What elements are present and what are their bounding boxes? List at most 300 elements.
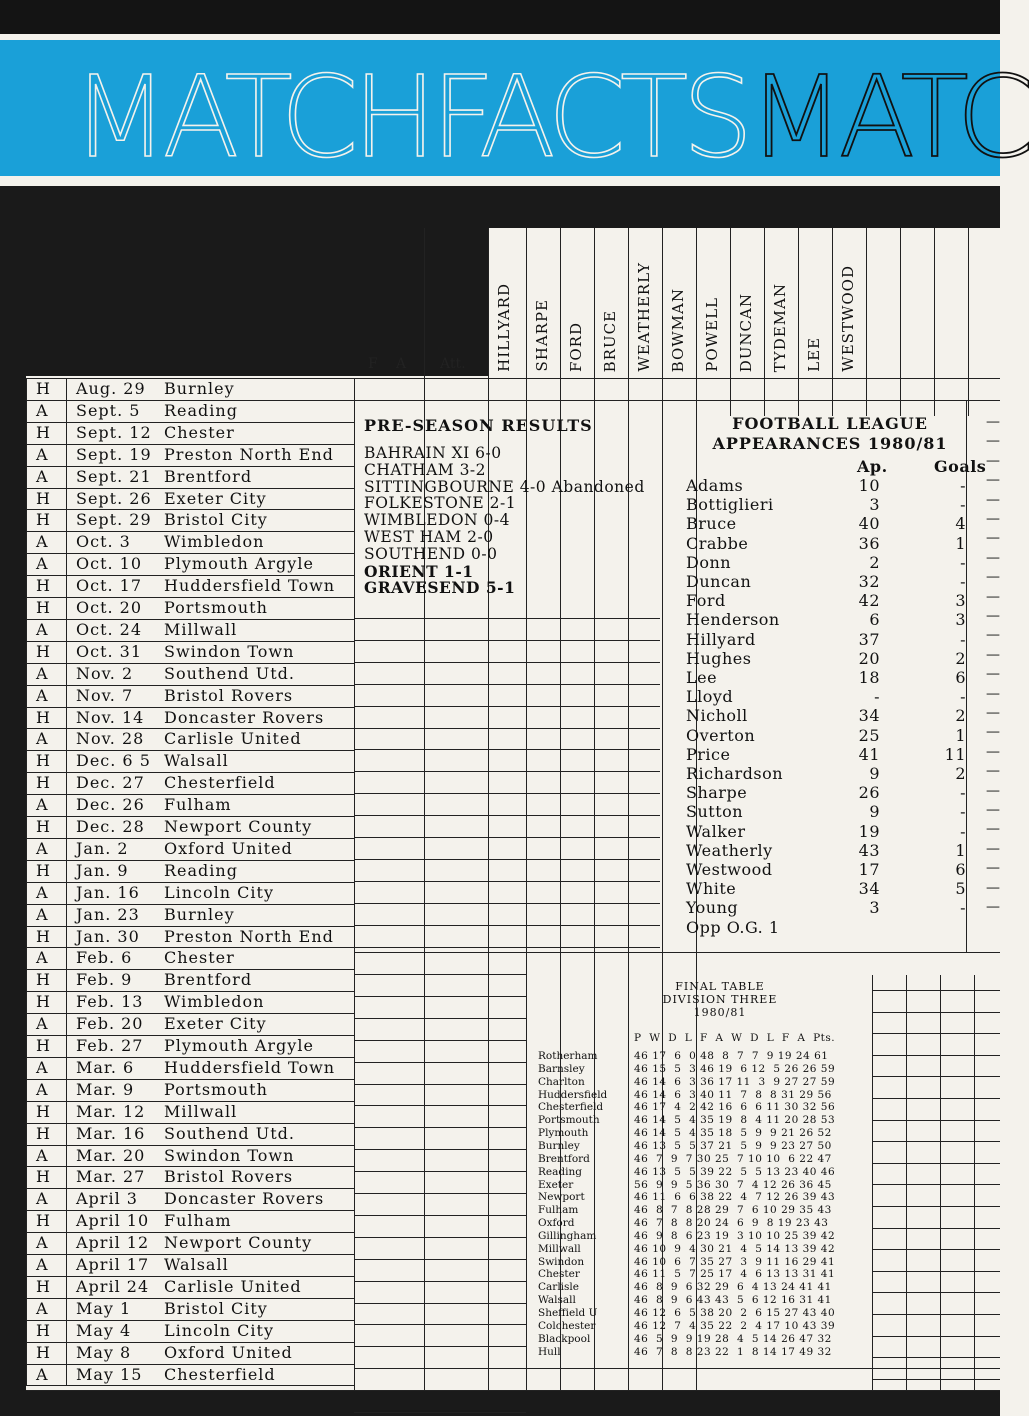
team-name: Blackpool: [538, 1332, 591, 1345]
opponent: Millwall: [164, 619, 238, 639]
player-header-cell: [730, 232, 764, 372]
date: Mar. 6: [76, 1057, 135, 1077]
grid-hline: [354, 728, 660, 729]
team-name: Barnsley: [538, 1062, 585, 1075]
pre-season-result: GRAVESEND 5-1: [364, 578, 516, 598]
grid-vline: [940, 975, 941, 1390]
goals-count: -: [960, 572, 966, 591]
appearance-count: 43: [858, 840, 880, 860]
team-name: Chester: [538, 1268, 580, 1281]
date: Jan. 30: [76, 926, 140, 946]
appearance-count: 26: [858, 783, 880, 803]
team-stats: 46 15 5 3 46 19 6 12 5 26 26 59: [634, 1062, 836, 1075]
grid-hline: [872, 1184, 1000, 1185]
appearance-name: Lloyd: [686, 687, 734, 707]
appearance-count: 19: [858, 821, 880, 841]
appearance-name: Bottiglieri: [686, 495, 774, 515]
venue: H: [36, 1101, 51, 1121]
opponent: Walsall: [164, 1255, 229, 1274]
venue: A: [36, 1189, 49, 1209]
date: Nov. 7: [76, 685, 134, 705]
margin-dash: —: [986, 705, 1000, 721]
date: Nov. 14: [76, 707, 145, 727]
venue: A: [36, 904, 49, 924]
player-header-cell: [560, 232, 594, 372]
fixture-row: [26, 422, 354, 444]
grid-vline: [594, 228, 595, 1390]
team-stats: 46 13 5 5 39 22 5 5 13 23 40 46: [634, 1165, 836, 1178]
venue: H: [36, 707, 51, 727]
goals-count: 5: [955, 879, 966, 899]
appearance-name: Adams: [686, 476, 744, 495]
grid-hline: [872, 1076, 1000, 1077]
grid-hline: [872, 1141, 1000, 1142]
goals-count: -: [960, 802, 966, 822]
team-stats: 46 17 6 0 48 8 7 7 9 19 24 61: [634, 1050, 829, 1062]
grid-hline: [354, 1215, 526, 1216]
grid-hline: [354, 400, 1000, 401]
date: Mar. 20: [76, 1145, 146, 1165]
team-stats: 46 5 9 9 19 28 4 5 14 26 47 32: [634, 1332, 832, 1345]
margin-dash: —: [986, 627, 1000, 644]
grid-hline: [872, 1314, 1000, 1315]
opponent: Plymouth Argyle: [164, 554, 314, 574]
fixture-row: [26, 1188, 354, 1210]
venue: A: [36, 444, 49, 464]
grid-vline: [968, 228, 969, 416]
player-header-cell: [594, 232, 628, 372]
goals-count: -: [960, 898, 966, 918]
grid-hline: [872, 1012, 1000, 1013]
venue: A: [36, 838, 49, 858]
player-name-tydeman: TYDEMAN: [771, 282, 789, 372]
opponent: Bristol City: [164, 1298, 268, 1318]
margin-dash: —: [986, 763, 1000, 780]
opponent: Oxford United: [164, 1342, 293, 1362]
venue: H: [36, 860, 51, 880]
appearance-count: 37: [858, 629, 880, 649]
date: Dec. 26: [76, 795, 145, 815]
fixture-row: [26, 1079, 354, 1101]
grid-hline: [872, 1163, 1000, 1164]
fixture-row: [26, 531, 354, 553]
date: Dec. 6 5: [76, 751, 151, 771]
date: Feb. 27: [76, 1036, 144, 1055]
player-name-sharpe: SHARPE: [533, 299, 551, 372]
grid-hline: [354, 1412, 526, 1413]
margin-dash: —: [986, 666, 1000, 683]
fixture-row: [26, 663, 354, 685]
opponent: Lincoln City: [164, 882, 274, 902]
fixture-row: [26, 1123, 354, 1145]
grid-vline: [900, 228, 901, 416]
fixture-row: [26, 509, 354, 531]
opponent: Millwall: [164, 1101, 238, 1121]
team-stats: 46 12 6 5 38 20 2 6 15 27 43 40: [634, 1307, 836, 1319]
grid-vline: [628, 228, 629, 1390]
fixture-row: [26, 707, 354, 729]
team-name: Millwall: [538, 1242, 581, 1255]
margin-dash: —: [986, 802, 1000, 818]
grid-hline: [354, 1105, 526, 1106]
fixture-row: [26, 991, 354, 1013]
goals-count: -: [960, 687, 966, 707]
pre-season-result: SOUTHEND 0-0: [364, 544, 498, 563]
venue: A: [36, 1255, 49, 1274]
team-stats: 46 7 8 8 23 22 1 8 14 17 49 32: [634, 1345, 832, 1358]
goals-count: 6: [955, 668, 966, 687]
grid-vline: [526, 610, 527, 1390]
goals-count: 2: [955, 648, 966, 668]
opponent: Reading: [164, 400, 238, 420]
grid-hline: [872, 1379, 1000, 1380]
margin-dash: —: [986, 511, 1000, 527]
margin-dash: —: [986, 821, 1000, 838]
date: Feb. 13: [76, 992, 144, 1012]
appearance-count: 25: [858, 725, 880, 745]
date: Sept. 12: [76, 422, 152, 442]
appearance-count: 20: [858, 648, 880, 668]
grid-hline: [354, 925, 660, 926]
opponent: Exeter City: [164, 488, 267, 508]
opponent: Bristol City: [164, 510, 268, 530]
venue: A: [36, 1079, 49, 1099]
appearance-name: Price: [686, 744, 731, 764]
opponent: Carlisle United: [164, 729, 302, 749]
appearance-name: Weatherly: [686, 840, 773, 860]
appearance-name: Walker: [686, 821, 746, 841]
appearance-name: White: [686, 879, 737, 899]
fixture-row: [26, 728, 354, 750]
date: Feb. 6: [76, 948, 133, 968]
team-stats: 46 13 5 5 37 21 5 9 9 23 27 50: [634, 1139, 832, 1152]
venue: H: [36, 598, 51, 617]
goals-count: -: [960, 476, 966, 495]
appearance-count: 36: [858, 533, 880, 553]
fixture-row: [26, 904, 354, 926]
appearance-name: Hughes: [686, 648, 752, 668]
grid-hline: [354, 1324, 526, 1325]
team-stats: 46 7 8 8 20 24 6 9 8 19 23 43: [634, 1217, 829, 1230]
appearance-name: Duncan: [686, 572, 752, 591]
team-name: Newport: [538, 1191, 585, 1204]
date: Jan. 16: [76, 882, 140, 902]
appearance-name: Sharpe: [686, 783, 748, 803]
goals-count: -: [960, 821, 966, 841]
fixture-row: [26, 794, 354, 816]
opponent: Plymouth Argyle: [164, 1036, 314, 1055]
player-header-cell: [764, 232, 798, 372]
venue: A: [36, 1057, 49, 1077]
appearance-count: -: [874, 687, 880, 707]
fixture-row: [26, 750, 354, 772]
team-name: Walsall: [538, 1294, 576, 1307]
opponent: Walsall: [164, 751, 229, 771]
appearance-name: Hillyard: [686, 629, 756, 649]
venue: H: [36, 1123, 51, 1143]
goals-count: -: [960, 629, 966, 649]
team-stats: 46 11 5 7 25 17 4 6 13 13 31 41: [634, 1268, 836, 1281]
fixture-row: [26, 1035, 354, 1057]
fixture-row: [26, 926, 354, 948]
team-name: Charlton: [538, 1075, 585, 1088]
team-stats: 46 17 4 2 42 16 6 6 11 30 32 56: [634, 1101, 836, 1114]
team-stats: 46 8 7 8 28 29 7 6 10 29 35 43: [634, 1204, 832, 1217]
player-header-cell: [662, 232, 696, 372]
goals-count: 6: [955, 860, 966, 879]
venue: A: [36, 1014, 49, 1034]
grid-vline: [866, 228, 867, 416]
grid-vline: [872, 975, 873, 1390]
goals-count: -: [960, 783, 966, 803]
team-name: Huddersfield: [538, 1088, 608, 1101]
venue: H: [36, 817, 51, 836]
goals-count: 1: [955, 840, 966, 860]
team-name: Fulham: [538, 1204, 579, 1217]
venue: A: [36, 1298, 49, 1318]
grid-hline: [354, 771, 660, 772]
grid-hline: [354, 793, 660, 794]
opponent: Chester: [164, 948, 235, 968]
player-name-bruce: BRUCE: [601, 309, 619, 372]
date: April 12: [76, 1233, 150, 1253]
fixture-row: [26, 685, 354, 707]
pre-season-result: BAHRAIN XI 6-0: [364, 444, 502, 462]
venue: A: [36, 795, 49, 815]
grid-vline: [906, 975, 907, 1390]
fixture-row: [26, 378, 354, 400]
date: Oct. 17: [76, 576, 143, 596]
grid-hline: [872, 990, 1000, 991]
venue: A: [36, 400, 49, 420]
date: Oct. 24: [76, 619, 143, 639]
margin-dash: —: [986, 840, 1000, 857]
grid-vline: [354, 378, 355, 1390]
appearance-count: 17: [858, 860, 880, 879]
opponent: Portsmouth: [164, 1079, 268, 1099]
venue: H: [36, 1167, 51, 1187]
grid-hline: [354, 1127, 526, 1128]
appearance-name: Ford: [686, 591, 726, 611]
team-name: Reading: [538, 1165, 582, 1178]
margin-dash: —: [986, 588, 1000, 605]
date: Dec. 28: [76, 817, 145, 836]
appearance-name: Henderson: [686, 610, 780, 630]
opponent: Burnley: [164, 904, 235, 924]
grid-hline: [872, 1098, 1000, 1099]
grid-hline: [354, 1149, 526, 1150]
team-stats: 46 8 9 6 32 29 6 4 13 24 41 41: [634, 1281, 832, 1294]
grid-vline: [934, 228, 935, 416]
player-header-cell: [526, 232, 560, 372]
team-stats: 46 10 9 4 30 21 4 5 14 13 39 42: [634, 1242, 836, 1255]
team-name: Colchester: [538, 1319, 596, 1332]
pre-season-title: PRE-SEASON RESULTS: [364, 416, 593, 435]
opponent: Southend Utd.: [164, 663, 295, 683]
venue: A: [36, 1233, 49, 1253]
player-name-powell: POWELL: [703, 297, 721, 372]
team-name: Plymouth: [538, 1127, 589, 1140]
date: Oct. 20: [76, 598, 143, 617]
date: Nov. 2: [76, 663, 134, 683]
team-name: Swindon: [538, 1255, 585, 1268]
pre-season-result: WEST HAM 2-0: [364, 528, 494, 546]
team-stats: 46 8 9 6 43 43 5 6 12 16 31 41: [634, 1294, 832, 1307]
appearance-count: 41: [858, 744, 880, 764]
own-goals: Opp O.G. 1: [686, 918, 780, 937]
venue: A: [36, 466, 49, 486]
team-name: Exeter: [538, 1178, 574, 1191]
team-name: Chesterfield: [538, 1101, 604, 1114]
venue: H: [36, 926, 51, 946]
venue: H: [36, 992, 51, 1012]
date: Jan. 2: [76, 838, 129, 858]
player-header-cell: [832, 232, 866, 372]
opponent: Chester: [164, 422, 235, 442]
pre-season-result: FOLKESTONE 2-1: [364, 494, 517, 513]
grid-hline: [354, 947, 660, 948]
appearance-count: 32: [858, 572, 880, 591]
date: May 15: [76, 1364, 143, 1384]
venue: A: [36, 685, 49, 705]
team-stats: 56 9 9 5 36 30 7 4 12 26 36 45: [634, 1178, 832, 1191]
goals-count: 3: [955, 591, 966, 611]
appearance-count: 2: [869, 552, 880, 572]
venue: A: [36, 948, 49, 968]
fixture-row: [26, 488, 354, 510]
date: Mar. 9: [76, 1079, 135, 1099]
grid-hline: [354, 996, 526, 997]
date: April 24: [76, 1276, 150, 1296]
team-stats: 46 14 6 3 36 17 11 3 9 27 27 59: [634, 1075, 836, 1088]
appearances-subtitle: APPEARANCES 1980/81: [712, 434, 948, 453]
opponent: Bristol Rovers: [164, 685, 294, 705]
pre-season-result: CHATHAM 3-2: [364, 460, 487, 479]
grid-hline: [354, 1062, 526, 1063]
player-name-weatherly: WEATHERLY: [635, 262, 653, 372]
fixture-row: [26, 597, 354, 619]
fixture-row: [26, 1320, 354, 1342]
player-name-bowman: BOWMAN: [669, 287, 687, 372]
date: Sept. 26: [76, 488, 152, 508]
margin-dash: —: [986, 472, 1000, 489]
team-name: Gillingham: [538, 1229, 597, 1242]
fixture-row: [26, 444, 354, 466]
fixture-row: [26, 466, 354, 488]
player-header-cell: [488, 232, 526, 372]
grid-hline: [872, 1055, 1000, 1056]
appearance-count: 3: [869, 898, 880, 918]
ap-col-header: Ap.: [857, 457, 888, 476]
margin-dash: —: [986, 414, 1000, 430]
opponent: Reading: [164, 860, 238, 880]
grid-hline: [872, 1249, 1000, 1250]
margin-dash: —: [986, 608, 1000, 624]
margin-dash: —: [986, 724, 1000, 741]
margin-dash: —: [986, 879, 1000, 896]
player-header-cell: [628, 232, 662, 372]
margin-dash: —: [986, 685, 1000, 702]
appearance-name: Bruce: [686, 514, 737, 534]
appearance-name: Richardson: [686, 764, 784, 783]
grid-hline: [354, 1040, 526, 1041]
date: Aug. 29: [76, 379, 146, 398]
date: April 17: [76, 1255, 150, 1274]
venue: H: [36, 379, 51, 398]
opponent: Preston North End: [164, 926, 334, 946]
goals-count: 1: [955, 725, 966, 745]
team-stats: 46 14 5 4 35 18 5 9 9 21 26 52: [634, 1127, 832, 1140]
date: May 4: [76, 1320, 132, 1340]
fixture-row: [26, 860, 354, 882]
header-dark-corner: [26, 228, 488, 376]
final-table-season: 1980/81: [693, 1006, 747, 1019]
opponent: Lincoln City: [164, 1320, 274, 1340]
grid-vline: [424, 610, 425, 1390]
appearance-name: Lee: [686, 668, 718, 687]
page-title-repeat: MATC: [748, 53, 1029, 183]
team-name: Oxford: [538, 1217, 575, 1230]
venue: H: [36, 576, 51, 596]
opponent: Chesterfield: [164, 773, 276, 793]
opponent: Huddersfield Town: [164, 1057, 336, 1077]
venue: A: [36, 663, 49, 683]
goals-count: 11: [944, 744, 966, 764]
grid-hline: [354, 1303, 526, 1304]
grid-hline: [354, 1171, 526, 1172]
venue: H: [36, 1036, 51, 1055]
grid-hline: [354, 1259, 526, 1260]
fixture-row: [26, 1254, 354, 1276]
date: Sept. 29: [76, 510, 152, 530]
opponent: Oxford United: [164, 838, 293, 858]
player-name-lee: LEE: [805, 337, 823, 372]
fixture-row: [26, 947, 354, 969]
opponent: Exeter City: [164, 1014, 267, 1034]
opponent: Preston North End: [164, 444, 334, 464]
appearance-count: 18: [858, 668, 880, 687]
grid-hline: [354, 859, 660, 860]
appearance-name: Sutton: [686, 802, 744, 822]
grid-hline: [354, 706, 660, 707]
venue: A: [36, 882, 49, 902]
team-stats: 46 14 5 4 35 19 8 4 11 20 28 53: [634, 1114, 836, 1127]
venue: H: [36, 510, 51, 530]
opponent: Burnley: [164, 379, 235, 398]
goals-col-header: Goals: [934, 457, 987, 476]
pre-season-result: WIMBLEDON 0-4: [364, 511, 511, 530]
date: May 1: [76, 1298, 132, 1318]
date: Jan. 23: [76, 904, 140, 924]
fixture-row: [26, 882, 354, 904]
venue: A: [36, 1364, 49, 1384]
venue: A: [36, 554, 49, 574]
opponent: Newport County: [164, 817, 313, 836]
date: Nov. 28: [76, 729, 145, 749]
date: Oct. 10: [76, 554, 143, 574]
date: Sept. 21: [76, 466, 152, 486]
grid-hline: [354, 1281, 526, 1282]
opponent: Southend Utd.: [164, 1123, 295, 1143]
grid-hline: [354, 1084, 526, 1085]
opponent: Newport County: [164, 1233, 313, 1253]
date: April 10: [76, 1211, 150, 1231]
team-stats: 46 12 7 4 35 22 2 4 17 10 43 39: [634, 1319, 836, 1332]
grid-hline: [872, 1292, 1000, 1293]
opponent: Carlisle United: [164, 1276, 302, 1296]
margin-dash: —: [986, 530, 1000, 547]
team-name: Portsmouth: [538, 1114, 600, 1127]
